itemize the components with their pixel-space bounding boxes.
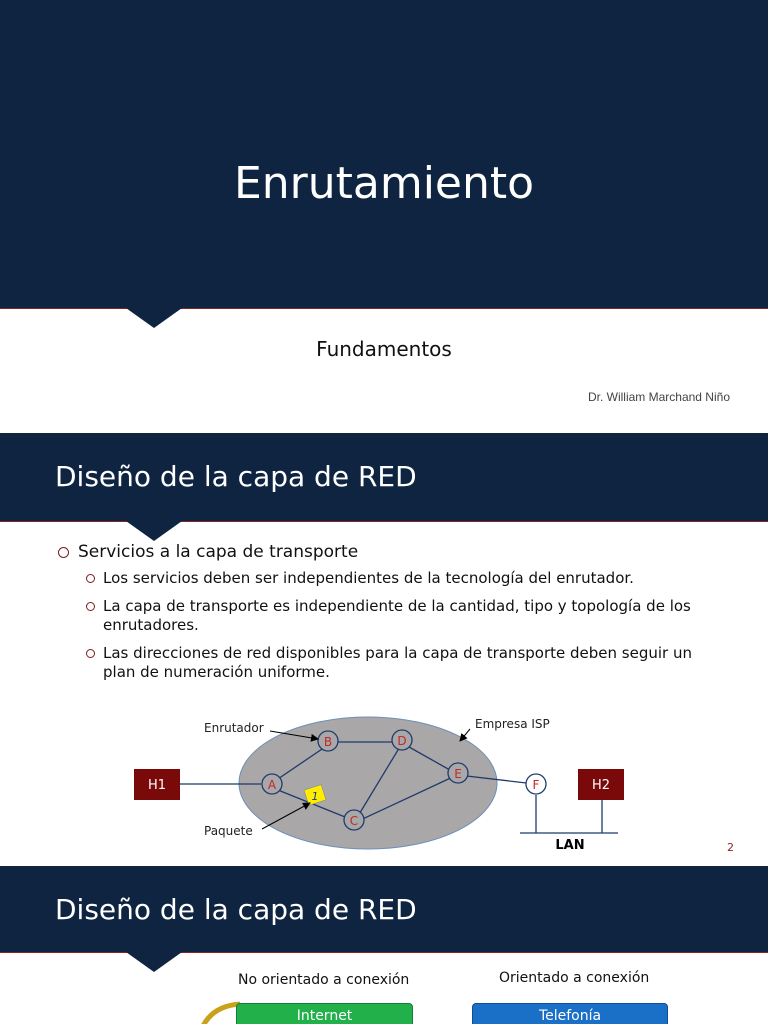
router-callout-label: Enrutador xyxy=(204,721,264,735)
title-banner xyxy=(0,0,768,308)
author-name: Dr. William Marchand Niño xyxy=(587,390,730,404)
banner-notch xyxy=(126,521,182,541)
packet-label: 1 xyxy=(311,790,319,803)
bullet-item xyxy=(56,541,706,563)
slide-connection-types xyxy=(0,866,768,1024)
sub-bullet-item xyxy=(56,569,706,588)
sub-bullet-item xyxy=(56,644,706,682)
sub-bullet-item xyxy=(56,597,706,635)
presentation-title: Enrutamiento xyxy=(233,158,535,209)
router-a-label: A xyxy=(267,778,277,792)
router-e-label: E xyxy=(454,767,462,781)
router-b-label: B xyxy=(323,735,333,749)
network-diagram xyxy=(120,703,640,863)
telefonia-box: Telefonía xyxy=(472,1003,668,1024)
bullet-ring-icon xyxy=(58,547,69,558)
router-f-label: F xyxy=(532,778,540,792)
isp-callout-label: Empresa ISP xyxy=(475,717,550,731)
router-c-label: C xyxy=(349,814,359,828)
banner-notch xyxy=(126,952,182,972)
bullet-text: Servicios a la capa de transporte xyxy=(78,542,359,562)
connectionless-label: No orientado a conexión xyxy=(238,972,410,988)
host-h2-label: H2 xyxy=(591,778,611,793)
slide-title: Diseño de la capa de RED xyxy=(55,893,417,926)
slide-network-layer-design xyxy=(0,433,768,865)
bullet-ring-icon xyxy=(86,574,95,583)
sub-bullet-text: Las direcciones de red disponibles para la capa de transporte deben seguir un plan de numeración uniforme. xyxy=(103,644,692,681)
sub-bullet-text: La capa de transporte es independiente de la cantidad, tipo y topología de los enrutadores. xyxy=(103,597,691,634)
connection-oriented-label: Orientado a conexión xyxy=(499,970,650,986)
bullet-ring-icon xyxy=(86,649,95,658)
lan-label: LAN xyxy=(555,838,585,853)
router-d-label: D xyxy=(397,734,407,748)
sub-bullet-text: Los servicios deben ser independientes de la tecnología del enrutador. xyxy=(103,569,634,587)
host-h1-label: H1 xyxy=(147,778,167,793)
presentation-subtitle: Fundamentos xyxy=(316,337,452,361)
banner-notch xyxy=(126,308,182,328)
packet-callout-label: Paquete xyxy=(204,824,253,838)
title-slide xyxy=(0,0,768,432)
internet-box: Internet xyxy=(236,1003,413,1024)
bullet-list xyxy=(56,541,706,691)
slide-title: Diseño de la capa de RED xyxy=(55,460,417,493)
page-number: 2 xyxy=(727,841,734,854)
bullet-ring-icon xyxy=(86,602,95,611)
